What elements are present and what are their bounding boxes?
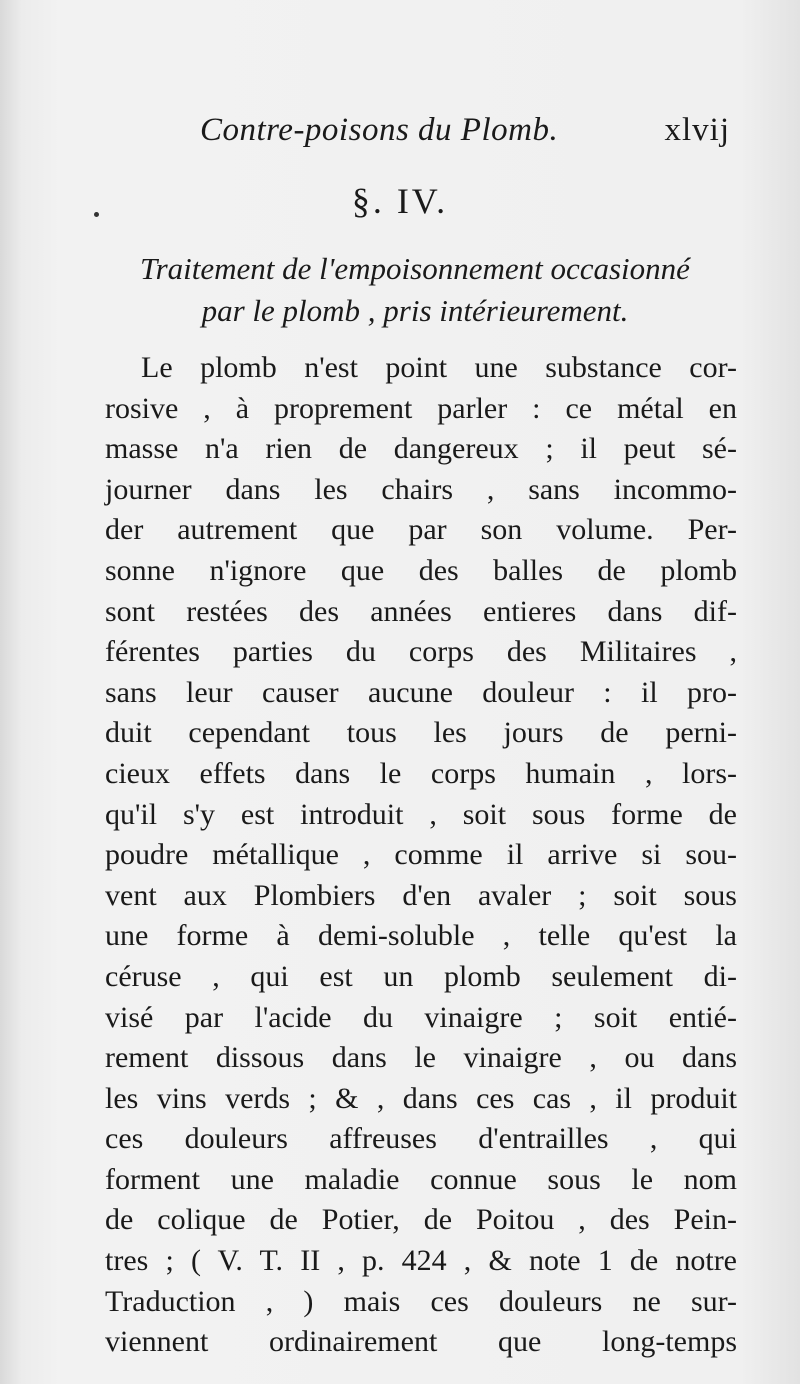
text-line: céruse , qui est un plomb seulement di- xyxy=(105,959,737,993)
section-number: §. IV. xyxy=(351,181,449,221)
text-line: ces douleurs affreuses d'entrailles , qui xyxy=(105,1122,737,1156)
section-title xyxy=(95,248,735,332)
text-line: poudre métallique , comme il arrive si sou- xyxy=(105,838,737,872)
text-line: cieux effets dans le corps humain , lors- xyxy=(105,756,737,790)
text-line: tres ; ( V. T. II , p. 424 , & note 1 de notre xyxy=(105,1244,737,1278)
text-line: rosive , à proprement parler : ce métal en xyxy=(105,391,737,425)
text-line: sonne n'ignore que des balles de plomb xyxy=(105,553,737,587)
text-line: visé par l'acide du vinaigre ; soit entié- xyxy=(105,1000,737,1034)
text-line: masse n'a rien de dangereux ; il peut sé- xyxy=(105,432,737,466)
text-line: les vins verds ; & , dans ces cas , il produit xyxy=(105,1081,737,1115)
text-line: une forme à demi-soluble , telle qu'est la xyxy=(105,919,737,953)
section-title-line: par le plomb , pris intérieurement. xyxy=(201,293,629,328)
text-line: de colique de Potier, de Poitou , des Pein- xyxy=(105,1203,737,1237)
running-head xyxy=(200,112,730,158)
text-line: férentes parties du corps des Militaires , xyxy=(105,635,737,669)
text-line: Traduction , ) mais ces douleurs ne sur- xyxy=(105,1284,737,1318)
text-line: sont restées des années entieres dans dif- xyxy=(105,594,737,628)
text-line: vent aux Plombiers d'en avaler ; soit sous xyxy=(105,878,737,912)
text-line: der autrement que par son volume. Per- xyxy=(105,513,737,547)
running-head-title: Contre-poisons du Plomb. xyxy=(200,112,559,148)
text-line: Le plomb n'est point une substance cor- xyxy=(141,351,737,384)
text-line: duit cependant tous les jours de perni- xyxy=(105,716,737,750)
section-title-line: Traitement de l'empoisonnement occasionné xyxy=(140,251,690,286)
page-number: xlvij xyxy=(664,112,730,148)
text-line: rement dissous dans le vinaigre , ou dans xyxy=(105,1041,737,1075)
body-text xyxy=(105,348,737,1363)
text-line: viennent ordinairement que long-temps xyxy=(105,1325,737,1359)
text-line: sans leur causer aucune douleur : il pro- xyxy=(105,675,737,709)
text-line: journer dans les chairs , sans incommo- xyxy=(105,472,737,506)
text-line: qu'il s'y est introduit , soit sous forme de xyxy=(105,797,737,831)
text-line: forment une maladie connue sous le nom xyxy=(105,1162,737,1196)
